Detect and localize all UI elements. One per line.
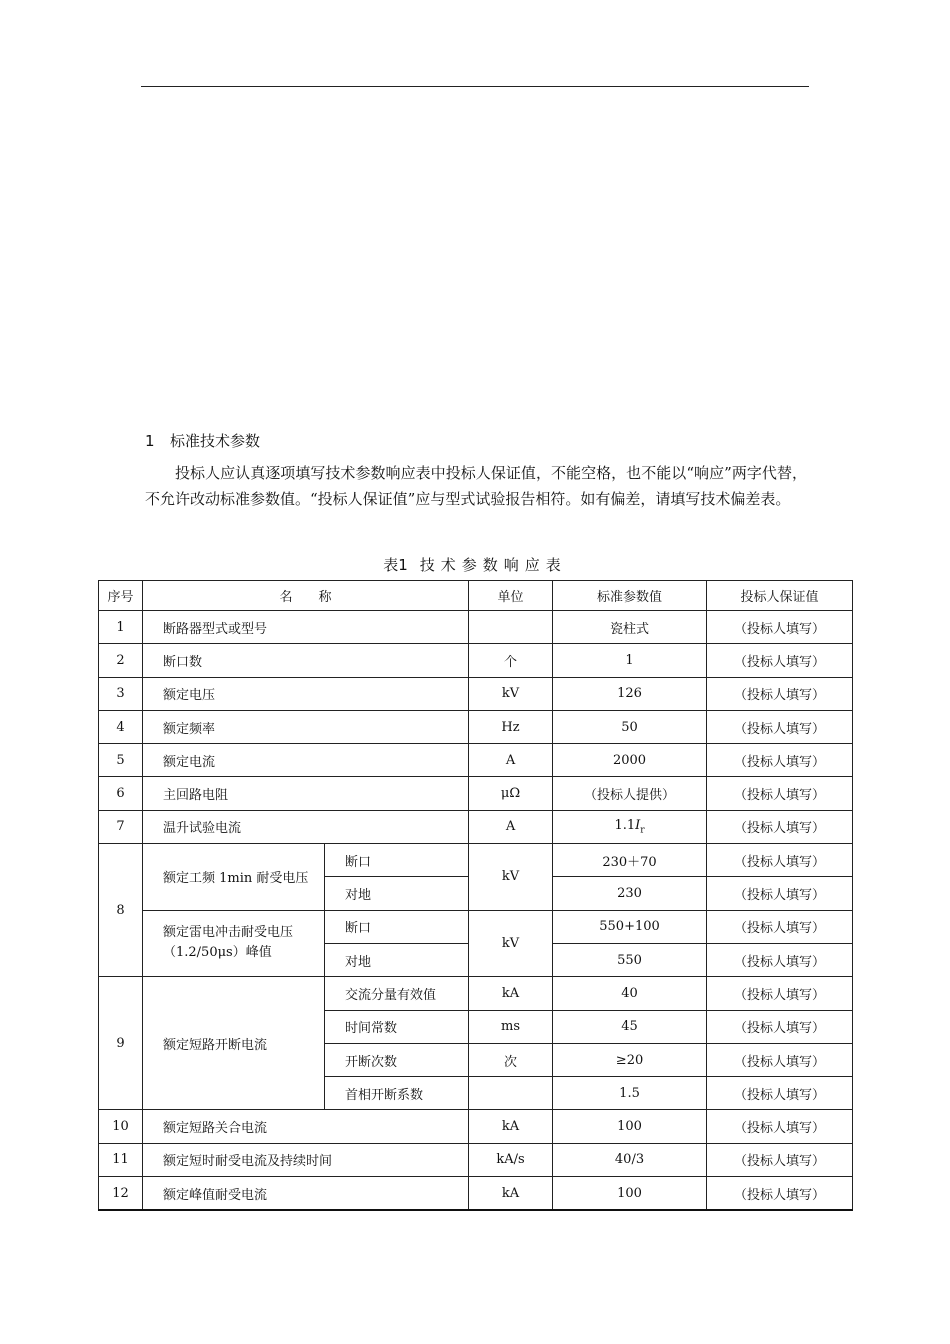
row-std: 40	[553, 977, 707, 1010]
row-seq: 8	[99, 844, 143, 977]
row-unit: kV	[469, 910, 553, 977]
table-caption	[0, 554, 950, 575]
table-row	[99, 977, 853, 1010]
row-unit: kA/s	[469, 1143, 553, 1176]
intro-paragraph	[145, 460, 807, 512]
header-bidder: 投标人保证值	[707, 581, 853, 611]
section-title: 标准技术参数	[170, 432, 261, 450]
row-std-current-formula	[553, 810, 707, 843]
row-bidder: （投标人填写）	[707, 910, 853, 943]
section-number: 1	[145, 432, 155, 450]
row-name: 断路器型式或型号	[143, 611, 469, 644]
row-unit: kV	[469, 677, 553, 710]
row-seq: 11	[99, 1143, 143, 1176]
row-unit: kV	[469, 844, 553, 911]
row-std: 1	[553, 644, 707, 677]
table-label: 表1	[383, 556, 408, 574]
table-row	[99, 810, 853, 843]
row-name: 额定电压	[143, 677, 469, 710]
header-std: 标准参数值	[553, 581, 707, 611]
row-bidder: （投标人填写）	[707, 1010, 853, 1043]
row-bidder: （投标人填写）	[707, 977, 853, 1010]
row-bidder: （投标人填写）	[707, 744, 853, 777]
row-std: 1.5	[553, 1077, 707, 1110]
row-std: 100	[553, 1177, 707, 1211]
row-name: 额定电流	[143, 744, 469, 777]
row-name: 额定短路关合电流	[143, 1110, 469, 1143]
row-std: 40/3	[553, 1143, 707, 1176]
row-seq: 10	[99, 1110, 143, 1143]
sub-label: 首相开断系数	[325, 1077, 469, 1110]
row-name-text: 额定雷电冲击耐受电压（1.2/50μs）峰值	[163, 925, 294, 961]
row-seq: 5	[99, 744, 143, 777]
row-name: 额定频率	[143, 710, 469, 743]
table-row	[99, 644, 853, 677]
row-name: 额定短路开断电流	[143, 977, 325, 1110]
intro-text: 投标人应认真逐项填写技术参数响应表中投标人保证值，不能空格，也不能以“响应”两字代替，不允许改动标准参数值。“投标人保证值”应与型式试验报告相符。如有偏差，请填写技术偏差表。	[145, 464, 807, 508]
row-unit: kA	[469, 977, 553, 1010]
row-std: 550	[553, 943, 707, 976]
header-seq: 序号	[99, 581, 143, 611]
row-unit: kA	[469, 1110, 553, 1143]
technical-parameters-table	[98, 580, 853, 1211]
table-title: 技术参数响应表	[419, 556, 567, 574]
section-heading	[145, 430, 260, 451]
sub-label: 断口	[325, 844, 469, 877]
row-unit: μΩ	[469, 777, 553, 810]
row-name	[143, 910, 325, 977]
row-unit: kA	[469, 1177, 553, 1211]
sub-label: 断口	[325, 910, 469, 943]
row-bidder: （投标人填写）	[707, 710, 853, 743]
row-bidder: （投标人填写）	[707, 644, 853, 677]
row-name: 额定工频 1min 耐受电压	[143, 844, 325, 911]
row-unit: ms	[469, 1010, 553, 1043]
table-row	[99, 744, 853, 777]
sub-label: 对地	[325, 943, 469, 976]
table-row	[99, 710, 853, 743]
row-unit	[469, 1077, 553, 1110]
table-row	[99, 844, 853, 877]
row-bidder: （投标人填写）	[707, 611, 853, 644]
row-std: ≥20	[553, 1043, 707, 1076]
header-name: 名 称	[143, 581, 469, 611]
row-unit: A	[469, 810, 553, 843]
row-std: 230＋70	[553, 844, 707, 877]
row-std: （投标人提供）	[553, 777, 707, 810]
row-name: 断口数	[143, 644, 469, 677]
row-name: 主回路电阻	[143, 777, 469, 810]
row-seq: 2	[99, 644, 143, 677]
row-bidder: （投标人填写）	[707, 677, 853, 710]
row-bidder: （投标人填写）	[707, 877, 853, 910]
row-unit: Hz	[469, 710, 553, 743]
row-std: 126	[553, 677, 707, 710]
row-name: 温升试验电流	[143, 810, 469, 843]
row-bidder: （投标人填写）	[707, 810, 853, 843]
row-bidder: （投标人填写）	[707, 1077, 853, 1110]
header-unit: 单位	[469, 581, 553, 611]
row-unit: 次	[469, 1043, 553, 1076]
row-seq: 1	[99, 611, 143, 644]
row-bidder: （投标人填写）	[707, 943, 853, 976]
sub-label: 开断次数	[325, 1043, 469, 1076]
row-seq: 7	[99, 810, 143, 843]
row-std: 100	[553, 1110, 707, 1143]
table-row	[99, 1143, 853, 1176]
row-seq: 12	[99, 1177, 143, 1211]
row-bidder: （投标人填写）	[707, 1110, 853, 1143]
sub-label: 交流分量有效值	[325, 977, 469, 1010]
formula-subscript: r	[640, 825, 645, 836]
row-std: 2000	[553, 744, 707, 777]
row-unit	[469, 611, 553, 644]
row-bidder: （投标人填写）	[707, 1143, 853, 1176]
table-row	[99, 1177, 853, 1211]
table-row	[99, 777, 853, 810]
table-row	[99, 677, 853, 710]
row-std: 230	[553, 877, 707, 910]
row-seq: 6	[99, 777, 143, 810]
sub-label: 对地	[325, 877, 469, 910]
row-bidder: （投标人填写）	[707, 844, 853, 877]
table-header-row	[99, 581, 853, 611]
row-std: 瓷柱式	[553, 611, 707, 644]
row-name: 额定峰值耐受电流	[143, 1177, 469, 1211]
row-std: 50	[553, 710, 707, 743]
row-seq: 9	[99, 977, 143, 1110]
table-row	[99, 910, 853, 943]
table-row	[99, 1110, 853, 1143]
header-rule	[141, 86, 809, 87]
row-seq: 4	[99, 710, 143, 743]
formula-symbol: I	[635, 818, 641, 834]
row-bidder: （投标人填写）	[707, 1177, 853, 1211]
row-std: 550+100	[553, 910, 707, 943]
sub-label: 时间常数	[325, 1010, 469, 1043]
row-bidder: （投标人填写）	[707, 1043, 853, 1076]
row-std: 45	[553, 1010, 707, 1043]
formula-coefficient: 1.1	[614, 818, 636, 834]
row-seq: 3	[99, 677, 143, 710]
row-name: 额定短时耐受电流及持续时间	[143, 1143, 469, 1176]
table-row	[99, 611, 853, 644]
row-bidder: （投标人填写）	[707, 777, 853, 810]
row-unit: A	[469, 744, 553, 777]
row-unit: 个	[469, 644, 553, 677]
